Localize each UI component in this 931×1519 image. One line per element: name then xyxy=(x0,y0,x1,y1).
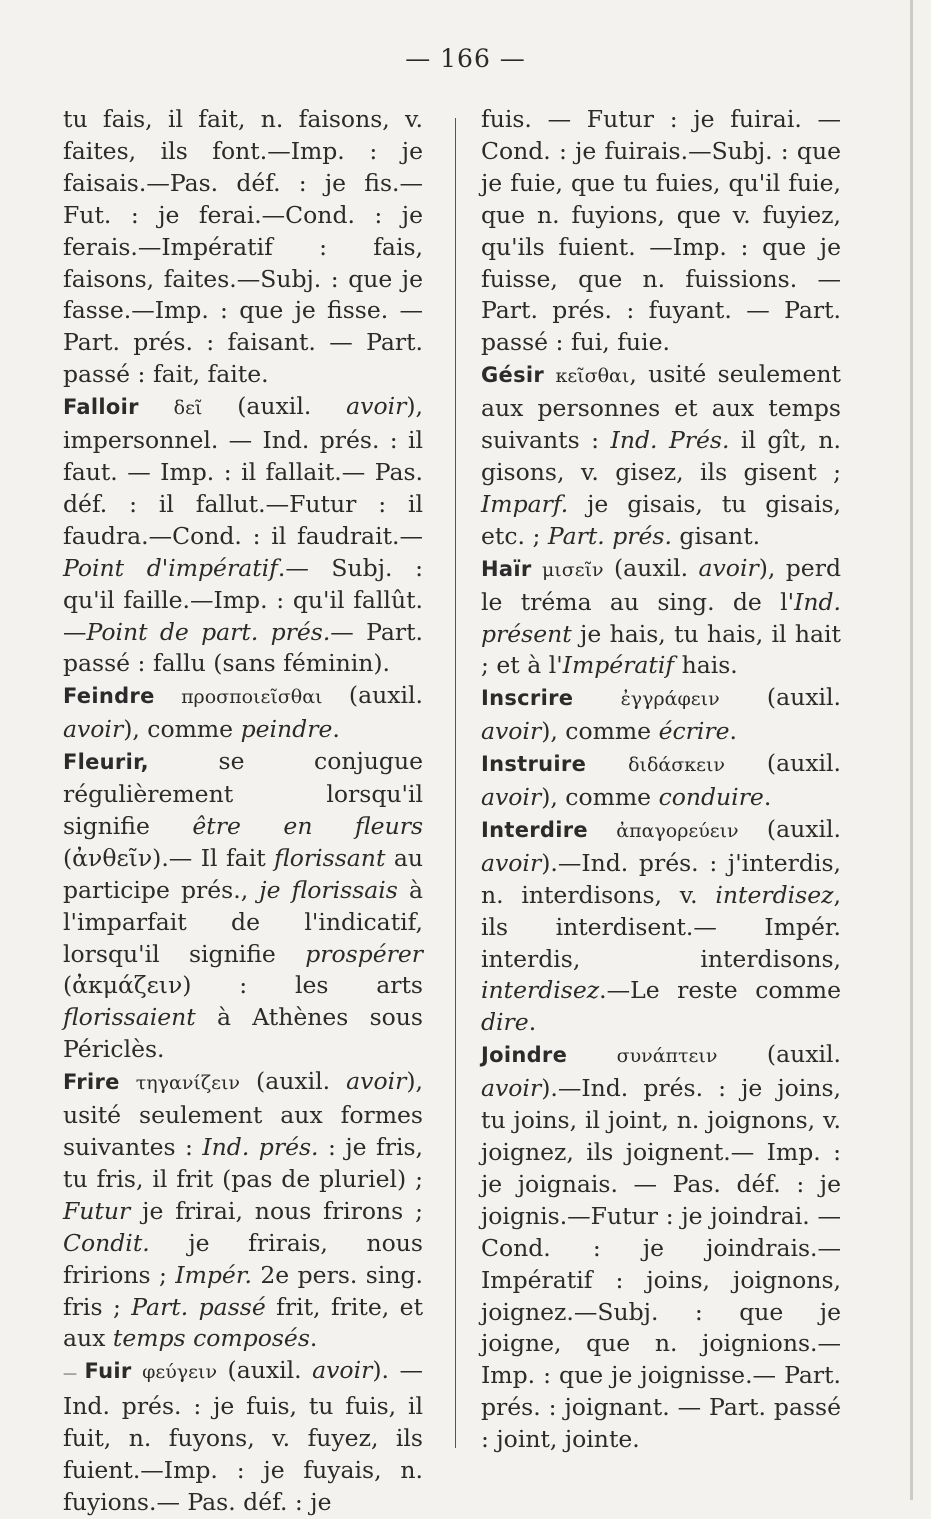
headword: Feindre xyxy=(63,684,155,709)
italic-term: avoir xyxy=(346,392,407,421)
greek-translation: προσποιεῖσθαι xyxy=(181,686,323,709)
greek-translation: ἀπαγορεύειν xyxy=(616,819,739,842)
italic-term: avoir xyxy=(346,1067,407,1096)
entry-text: (auxil. xyxy=(202,392,347,421)
entry-text: à l'imparfait de l'indicatif, lorsqu'il signifie xyxy=(63,875,423,968)
headword: Haïr xyxy=(481,556,532,581)
greek-translation: τηγανίζειν xyxy=(135,1072,240,1095)
entry-text: . xyxy=(729,717,738,746)
entry-text: ).—Ind. prés. : je joins, tu joins, il joint, n. joignons, v. joignez, ils joignent.— Imp. : je joignais. — Pas. déf. : je joignis.—Futur : je joindrai. — Cond. : je joindrais.—Impératif : joins, joignons, joignez.—Subj. : que je joigne, que n. joignions.— Imp. : que je joignisse.— Part. prés. : joignant. — Part. passé : joint, jointe. xyxy=(481,1074,841,1454)
entry-text: — Part. passé : fallu (sans féminin). xyxy=(63,617,423,678)
entry-text: (auxil. xyxy=(217,1356,313,1385)
headword: Fleurir, xyxy=(63,750,149,775)
entry-continuation xyxy=(63,104,423,391)
entry-text: ), impersonnel. — Ind. prés. : il faut. — Imp. : il fallait.— Pas. déf. : il fallut.—Futur : il faudra.—Cond. : il faudrait.— xyxy=(63,392,423,550)
column-divider xyxy=(455,118,456,1448)
dictionary-entry xyxy=(481,1039,841,1456)
entry-text: il gît, n. gisons, v. gisez, ils gisent ; xyxy=(481,426,841,486)
entry-text: .— Subj. : qu'il faille.—Imp. : qu'il fallût.— xyxy=(63,553,423,646)
entry-text: au participe prés., xyxy=(63,843,423,904)
entry-text: (ἀνθεῖν).— Il fait xyxy=(63,843,275,872)
italic-term: avoir xyxy=(312,1356,373,1385)
greek-translation: ἐγγράφειν xyxy=(620,688,720,711)
dictionary-entry xyxy=(481,682,841,748)
italic-term: avoir xyxy=(63,715,124,744)
italic-term: Point d'impératif xyxy=(63,553,278,582)
headword: Interdire xyxy=(481,817,588,842)
entry-text: (ἀκμάζειν) : les arts xyxy=(63,971,423,1000)
left-column xyxy=(63,104,423,1519)
entry-text: ).—Ind. prés. : j'interdis, n. interdisons, v. xyxy=(481,848,841,909)
italic-term: avoir xyxy=(481,848,542,877)
greek-translation: δεῖ xyxy=(173,397,203,420)
headword: Joindre xyxy=(481,1043,568,1068)
entry-text: . xyxy=(763,783,772,812)
entry-text: . xyxy=(332,715,340,744)
entry-text: (auxil. xyxy=(738,814,841,843)
italic-term: je florissais xyxy=(259,875,398,904)
italic-term: avoir xyxy=(481,717,542,746)
entry-text: ), comme xyxy=(541,783,659,812)
greek-translation: συνάπτειν xyxy=(616,1045,718,1068)
page-number: — 166 — xyxy=(405,44,526,73)
entry-text: (auxil. xyxy=(322,681,423,710)
dictionary-entry xyxy=(63,746,423,1066)
dictionary-entry xyxy=(481,553,841,683)
entry-text: . xyxy=(528,1008,537,1037)
italic-term: interdisez xyxy=(481,976,600,1005)
italic-term: florissant xyxy=(274,843,386,872)
entry-text: frit, frite, et aux xyxy=(63,1292,424,1353)
italic-term: avoir xyxy=(481,1074,542,1103)
entry-text: (auxil. xyxy=(724,749,841,778)
italic-term: temps composés xyxy=(112,1324,310,1353)
italic-term: Ind. Prés. xyxy=(610,426,730,455)
entry-text: 2e pers. sing. fris ; xyxy=(63,1260,423,1321)
italic-term: Part. prés. xyxy=(547,521,672,550)
italic-term: peindre xyxy=(240,715,333,744)
greek-translation: κεῖσθαι xyxy=(555,365,630,388)
headword: Fuir xyxy=(84,1359,132,1384)
dictionary-entry xyxy=(481,748,841,814)
entry-text: .—Le reste comme xyxy=(599,976,841,1005)
dictionary-entry xyxy=(63,391,423,680)
headword: Instruire xyxy=(481,752,587,777)
italic-term: être en fleurs xyxy=(192,811,423,840)
italic-term: prospérer xyxy=(305,939,423,968)
italic-term: Point de part. prés. xyxy=(86,617,331,646)
right-column xyxy=(481,104,841,1456)
page-edge xyxy=(910,0,913,1500)
entry-text: à Athènes sous Périclès. xyxy=(63,1003,423,1064)
dictionary-entry xyxy=(63,680,423,746)
entry-continuation xyxy=(481,104,841,359)
greek-translation: φεύγειν xyxy=(142,1361,217,1384)
entry-text: se conjugue régulièrement lorsqu'il signifie xyxy=(63,747,423,840)
italic-term: florissaient xyxy=(63,1003,196,1032)
headword: Falloir xyxy=(63,395,139,420)
italic-term: Condit. xyxy=(63,1228,150,1257)
entry-text: , usité seulement aux personnes et aux temps suivants : xyxy=(481,360,841,455)
dictionary-entry xyxy=(481,359,841,552)
entry-text: hais. xyxy=(674,651,738,680)
entry-text: je frirai, nous frirons ; xyxy=(130,1196,423,1225)
entry-text: (auxil. xyxy=(239,1067,347,1096)
entry-text: , ils interdisent.— Impér. interdis, interdisons, xyxy=(481,880,841,973)
entry-text: je frirais, nous fririons ; xyxy=(63,1228,423,1289)
italic-term: Impér. xyxy=(175,1260,252,1289)
greek-translation: διδάσκειν xyxy=(628,754,725,777)
entry-text: tu fais, il fait, n. faisons, v. faites, ils font.—Imp. : je faisais.—Pas. déf. : je fis.— Fut. : je ferai.—Cond. : je ferais.—Impératif : fais, faisons, faites.—Subj. : que je fasse.—Imp. : que je fisse. — Part. prés. : faisant. — Part. passé : fait, faite. xyxy=(63,105,423,389)
italic-term: interdisez xyxy=(715,880,834,909)
italic-term: avoir xyxy=(698,553,759,582)
entry-text: fuis. — Futur : je fuirai. — Cond. : je fuirais.—Subj. : que je fuie, que tu fuies, qu'il fuie, que n. fuyions, que v. fuyiez, qu'ils fuient. —Imp. : que je fuisse, que n. fuissions. — Part. prés. : fuyant. — Part. passé : fui, fuie. xyxy=(481,105,841,357)
italic-term: dire xyxy=(481,1008,529,1037)
entry-text: gisant. xyxy=(671,521,761,550)
entry-text: ), usité seulement aux formes suivantes : xyxy=(63,1067,423,1161)
entry-text: ). —Ind. prés. : je fuis, tu fuis, il fuit, n. fuyons, v. fuyez, ils fuient.—Imp. : je fuyais, n. fuyions.— Pas. déf. : je xyxy=(63,1356,424,1516)
dictionary-entry xyxy=(481,814,841,1039)
entry-text: (auxil. xyxy=(717,1040,841,1069)
greek-translation: μισεῖν xyxy=(541,558,604,581)
italic-term: Ind. prés. xyxy=(202,1133,319,1161)
entry-text: : je fris, tu fris, il frit (pas de pluriel) ; xyxy=(63,1133,423,1193)
italic-term: écrire xyxy=(658,717,730,746)
italic-term: Part. passé xyxy=(131,1292,266,1321)
headword: Inscrire xyxy=(481,686,574,711)
italic-term: avoir xyxy=(481,783,542,812)
entry-marker: — xyxy=(63,1366,85,1383)
entry-text: . xyxy=(309,1324,318,1353)
italic-term: Imparf. xyxy=(481,489,569,518)
entry-text: ), comme xyxy=(541,717,659,746)
entry-text: je gisais, tu gisais, etc. ; xyxy=(481,489,841,550)
headword: Frire xyxy=(63,1070,120,1095)
dictionary-entry xyxy=(63,1066,423,1355)
italic-term: Ind. présent xyxy=(481,587,841,648)
headword: Gésir xyxy=(481,363,545,388)
entry-text: ), comme xyxy=(123,715,241,744)
entry-text: (auxil. xyxy=(719,683,841,712)
entry-text: je hais, tu hais, il hait ; et à l' xyxy=(481,619,841,680)
entry-text: ), perd le tréma au sing. de l' xyxy=(481,553,841,616)
dictionary-entry xyxy=(63,1355,423,1519)
italic-term: Impératif xyxy=(562,651,675,680)
italic-term: Futur xyxy=(63,1196,131,1225)
italic-term: conduire xyxy=(658,783,764,812)
entry-text: (auxil. xyxy=(603,553,699,582)
